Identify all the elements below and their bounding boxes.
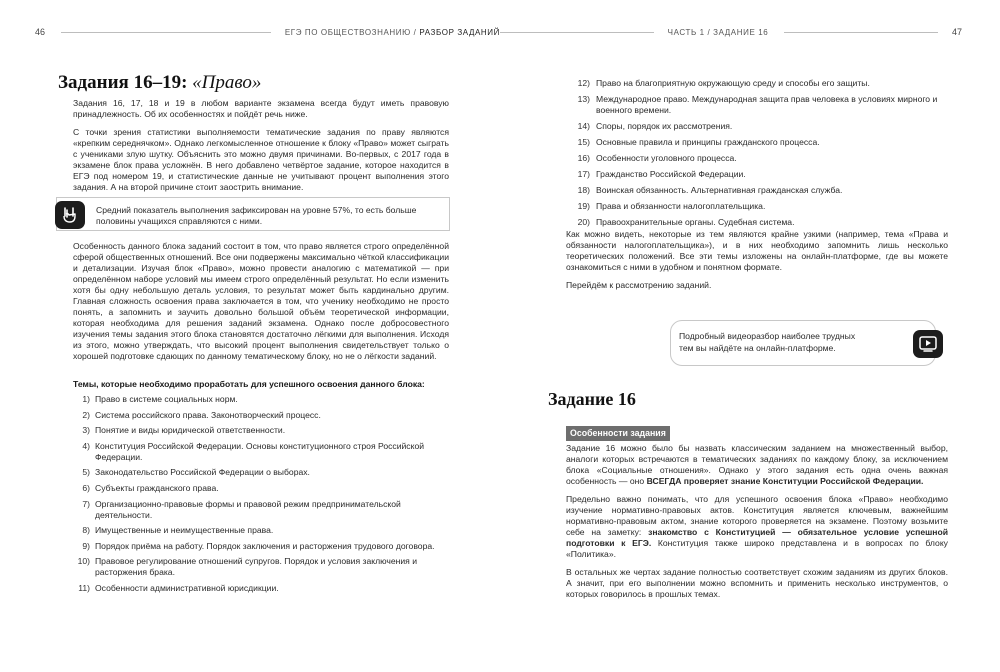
item-text: Особенности административной юрисдикции. xyxy=(95,582,279,593)
item-number: 8) xyxy=(82,525,90,536)
item-text: Право на благоприятную окружающую среду и способы его защиты. xyxy=(596,78,870,88)
item-text: Воинская обязанность. Альтернативная гражданская служба. xyxy=(596,185,843,195)
paragraph xyxy=(566,443,948,487)
list-item xyxy=(574,78,954,89)
item-text: Система российского права. Законотворческий процесс. xyxy=(95,409,321,420)
item-number: 2) xyxy=(82,409,90,420)
divider xyxy=(61,32,271,33)
paragraph: Перейдём к рассмотрению заданий. xyxy=(566,280,712,290)
item-text: Организационно-правовые формы и правовой режим предпринимательской деятельности. xyxy=(95,498,401,520)
item-number: 10) xyxy=(77,556,90,567)
topics-list-continued xyxy=(574,78,954,233)
item-text: Законодательство Российской Федерации о выборах. xyxy=(95,467,310,478)
list-item xyxy=(574,153,954,164)
item-text: Конституция Российской Федерации. Основы конституционного строя Российской Федерации. xyxy=(95,440,425,462)
section-title-italic: «Право» xyxy=(192,72,262,93)
item-number: 15) xyxy=(577,137,590,147)
item-text: Имущественные и неимущественные права. xyxy=(95,525,274,536)
paragraph: В остальных же чертах задание полностью соответствует схожим заданиям из других блоков. А значит, при его выполнении можно вспомнить и применить несколько инструментов, о которых говорилось в прошлых темах. xyxy=(566,567,948,599)
item-text: Споры, порядок их рассмотрения. xyxy=(596,121,733,131)
list-item xyxy=(73,425,451,436)
feature-paragraph xyxy=(73,241,449,369)
list-item xyxy=(574,169,954,180)
list-item xyxy=(574,185,954,196)
item-text: Правовое регулирование отношений супругов. Порядок и условия заключения и расторжения брака. xyxy=(95,556,417,578)
item-text: Основные правила и принципы гражданского процесса. xyxy=(596,137,820,147)
item-number: 7) xyxy=(82,498,90,509)
p3-bold: ВСЕГДА проверяет знание Конституции Российской Федерации. xyxy=(646,476,924,486)
item-number: 18) xyxy=(577,185,590,195)
item-text: Гражданство Российской Федерации. xyxy=(596,169,746,179)
item-number: 16) xyxy=(577,153,590,163)
item-number: 4) xyxy=(82,440,90,451)
item-number: 20) xyxy=(577,217,590,227)
topics-heading: Темы, которые необходимо проработать для успешного освоения данного блока: xyxy=(73,379,425,389)
task-text xyxy=(566,443,948,607)
stat-callout xyxy=(56,197,450,231)
list-item xyxy=(574,217,954,228)
page-number: 47 xyxy=(952,27,963,37)
p4-bold: знакомство с Конституцией — обязательное условие успешной подготовки к ЕГЭ. xyxy=(566,527,948,548)
right-page xyxy=(500,0,1000,672)
list-item xyxy=(73,499,451,521)
item-number: 5) xyxy=(82,467,90,478)
paragraph: Задания 16, 17, 18 и 19 в любом варианте экзамена всегда будут иметь правовую принадлежность. Об их особенностях и пойдёт речь ниже. xyxy=(73,98,449,119)
list-item xyxy=(574,201,954,212)
list-item xyxy=(73,441,451,463)
running-head-title xyxy=(285,28,500,37)
item-number: 6) xyxy=(82,482,90,493)
paragraph: Особенность данного блока заданий состоит в том, что право является строго определённой сферой общественных отношений. Все они подвержены максимально чёткой классификации и детализации. Изучая блок «Право», можно провести аналогию с математикой — при определённом наборе условий мы имеем строго определённый результат. Но если изменить хотя бы одну небольшую деталь условия, то результат может быть кардинально другим. Главная сложность освоения права заключается в том, что ученику необходимо не просто понять, а запомнить и заучить довольно большой объём теоретической информации, которая необходима для решения заданий экзамена. Однако после добросовестного изучения темы задания этого блока становятся достаточно лёгкими для выполнения. Исходя из этого, можно утверждать, что высокий процент выполнения свидетельствует только о хорошей подготовке сдающих по данному тематическому блоку, но не о лёгкости заданий. xyxy=(73,241,449,361)
item-number: 11) xyxy=(78,582,90,593)
item-number: 14) xyxy=(577,121,590,131)
video-play-icon xyxy=(913,330,943,358)
list-item xyxy=(574,121,954,132)
list-item xyxy=(574,94,954,116)
running-head-left xyxy=(35,25,500,39)
section-title-main: Задания 16–19: xyxy=(58,72,188,93)
list-item xyxy=(73,583,451,594)
list-item xyxy=(73,483,451,494)
summary-text xyxy=(566,229,948,298)
section-title xyxy=(58,72,261,94)
list-item xyxy=(574,137,954,148)
paragraph xyxy=(566,494,948,560)
intro-text xyxy=(73,98,449,200)
list-item xyxy=(73,556,451,578)
page-number: 46 xyxy=(35,27,46,37)
list-item xyxy=(73,525,451,536)
task-title: Задание 16 xyxy=(548,389,636,409)
divider xyxy=(784,32,938,33)
item-number: 3) xyxy=(82,425,90,436)
item-text: Порядок приёма на работу. Порядок заключения и расторжения трудового договора. xyxy=(95,540,435,551)
topics-list xyxy=(73,394,451,599)
list-item xyxy=(73,467,451,478)
item-text: Права и обязанности налогоплательщика. xyxy=(596,201,766,211)
item-text: Правоохранительные органы. Судебная система. xyxy=(596,217,795,227)
p3-start: Задание 16 можно было бы назвать классическим заданием на множественный выбор, аналоги которых встречаются в тематических заданиях по каждому блоку, за исключением блока «Социальные отношения». Однако у этого задания есть одна очень важная особенность — оно xyxy=(566,443,948,486)
list-item xyxy=(73,541,451,552)
running-head-right xyxy=(500,25,962,39)
callout-text: Средний показатель выполнения зафиксирован на уровне 57%, то есть больше половины учащихся справляются с ними. xyxy=(96,205,417,226)
list-item xyxy=(73,394,451,405)
item-number: 9) xyxy=(82,540,90,551)
running-head-bold: РАЗБОР ЗАДАНИЙ xyxy=(419,27,500,37)
video-callout xyxy=(670,320,936,366)
rock-hand-icon xyxy=(55,201,85,229)
paragraph: Как можно видеть, некоторые из тем являются крайне узкими (например, тема «Права и обязанности налогоплательщика»), и в них необходимо запомнить лишь несколько теоретических положений. Все эти темы изложены на онлайн-платформе, где вы можете ознакомиться с ними в удобном и понятном формате. xyxy=(566,229,948,272)
item-text: Международное право. Международная защита прав человека в условиях мирного и военного времени. xyxy=(596,94,938,115)
paragraph: С точки зрения статистики выполняемости тематические задания по праву являются «крепким середнячком». Однако легкомысленное отношение к блоку «Право» может сыграть с учениками злую шутку. Объяснить это можно двумя причинами. Во-первых, с 2017 года в экзамене блок права усложнён. В него добавлено четвёртое задание, которое находится в ЕГЭ под номером 19, и статистические данные не учитывают процент выполнения этого задания. А на второй причине стоит заострить внимание. xyxy=(73,127,449,192)
divider xyxy=(500,32,654,33)
running-head-title: ЧАСТЬ 1 / ЗАДАНИЕ 16 xyxy=(667,27,769,37)
item-number: 12) xyxy=(577,78,590,88)
item-number: 1) xyxy=(82,394,90,404)
item-number: 19) xyxy=(577,201,590,211)
p4-start: Предельно важно понимать, что для успешного освоения блока «Право» необходимо изучение нормативно-правовых актов. Конституция является ключевым, важнейшим нормативно-правовым актом, знание которого проверяется на экзамене. Поэтому возьмите себе на заметку: xyxy=(566,494,948,537)
item-number: 17) xyxy=(577,169,590,179)
item-text: Особенности уголовного процесса. xyxy=(596,153,737,163)
item-text: Право в системе социальных норм. xyxy=(95,394,238,404)
running-head-prefix: ЕГЭ ПО ОБЩЕСТВОЗНАНИЮ / xyxy=(284,27,417,37)
p4-end: Конституция также широко представлена и в вопросах по блоку «Политика». xyxy=(566,538,948,559)
item-number: 13) xyxy=(577,94,590,104)
item-text: Субъекты гражданского права. xyxy=(95,482,219,493)
video-callout-text: Подробный видеоразбор наиболее трудных тем вы найдёте на онлайн-платформе. xyxy=(679,331,856,353)
item-text: Понятие и виды юридической ответственности. xyxy=(95,425,286,436)
features-badge: Особенности задания xyxy=(566,426,670,441)
list-item xyxy=(73,410,451,421)
